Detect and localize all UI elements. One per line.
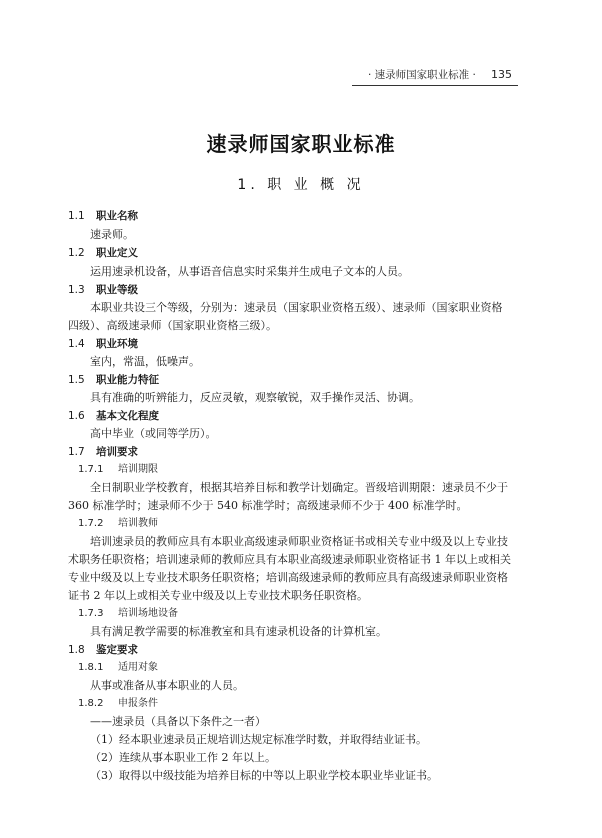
paragraph-1-4: 室内，常温，低噪声。 — [90, 355, 200, 368]
paragraph-1-8-2-intro: ——速录员（具备以下条件之一者） — [90, 715, 266, 728]
heading-number: 1.8 — [68, 644, 85, 656]
heading-1-4 — [68, 336, 138, 352]
heading-label: 培训要求 — [96, 446, 138, 458]
heading-number: 1.7.2 — [78, 518, 104, 529]
paragraph-1-1: 速录师。 — [90, 228, 134, 241]
paragraph-1-7-2-line-2: 术职务任职资格；培训速录师的教师应具有本职业高级速录师职业资格证书 1 年以上或相关 — [68, 553, 511, 566]
heading-1-8-2 — [78, 696, 158, 712]
heading-1-8-1 — [78, 660, 158, 676]
heading-number: 1.5 — [68, 374, 85, 386]
paragraph-1-3-line-2: 四级）、高级速录师（国家职业资格三级）。 — [68, 319, 277, 332]
paragraph-1-7-2-line-4: 证书 2 年以上或相关专业中级及以上专业技术职务任职资格。 — [68, 589, 368, 602]
paragraph-1-7-3: 具有满足教学需要的标准教室和具有速录机设备的计算机室。 — [90, 625, 387, 638]
list-item-3: （3）取得以中级技能为培养目标的中等以上职业学校本职业毕业证书。 — [90, 769, 438, 782]
heading-1-6 — [68, 408, 159, 424]
heading-1-7-3 — [78, 606, 178, 622]
heading-1-7-1 — [78, 462, 158, 478]
heading-1-5 — [68, 372, 159, 388]
paragraph-1-7-2-line-3: 专业中级及以上专业技术职务任职资格；培训高级速录师的教师应具有高级速录师职业资格 — [68, 571, 508, 584]
heading-1-8 — [68, 642, 138, 658]
heading-1-7-2 — [78, 516, 158, 532]
heading-label: 培训期限 — [118, 464, 158, 475]
heading-label: 职业名称 — [96, 210, 138, 222]
paragraph-1-7-1-line-2: 360 标准学时；速录师不少于 540 标准学时；高级速录师不少于 400 标准学时。 — [68, 499, 468, 512]
heading-label: 基本文化程度 — [96, 410, 159, 422]
list-item-2: （2）连续从事本职业工作 2 年以上。 — [90, 751, 276, 764]
heading-number: 1.4 — [68, 338, 85, 350]
heading-1-2 — [68, 245, 138, 261]
heading-1-7 — [68, 444, 138, 460]
paragraph-1-8-1: 从事或准备从事本职业的人员。 — [90, 679, 244, 692]
heading-number: 1.2 — [68, 247, 85, 259]
document-title: 速录师国家职业标准 — [206, 132, 396, 156]
paragraph-1-7-1-line-1: 全日制职业学校教育，根据其培养目标和教学计划确定。晋级培训期限：速录员不少于 — [90, 481, 508, 494]
paragraph-1-7-2-line-1: 培训速录员的教师应具有本职业高级速录师职业资格证书或相关专业中级及以上专业技 — [90, 535, 508, 548]
running-header — [352, 68, 518, 86]
heading-label: 职业环境 — [96, 338, 138, 350]
heading-label: 鉴定要求 — [96, 644, 138, 656]
heading-number: 1.8.2 — [78, 698, 104, 709]
paragraph-1-6: 高中毕业（或同等学历）。 — [90, 427, 217, 440]
heading-number: 1.1 — [68, 210, 85, 222]
paragraph-1-3-line-1: 本职业共设三个等级，分别为：速录员（国家职业资格五级）、速录师（国家职业资格 — [90, 301, 503, 314]
running-header-title: · 速录师国家职业标准 · — [368, 69, 476, 81]
paragraph-1-5: 具有准确的听辨能力，反应灵敏，观察敏锐，双手操作灵活、协调。 — [90, 391, 420, 404]
paragraph-1-2: 运用速录机设备，从事语音信息实时采集并生成电子文本的人员。 — [90, 265, 409, 278]
section-title: 1. 职 业 概 况 — [237, 177, 365, 193]
heading-number: 1.7.1 — [78, 464, 104, 475]
heading-number: 1.7.3 — [78, 608, 104, 619]
heading-number: 1.8.1 — [78, 662, 104, 673]
heading-number: 1.3 — [68, 284, 85, 296]
heading-label: 职业能力特征 — [96, 374, 159, 386]
heading-label: 适用对象 — [118, 662, 158, 673]
heading-label: 职业等级 — [96, 284, 138, 296]
heading-label: 申报条件 — [118, 698, 158, 709]
heading-number: 1.6 — [68, 410, 85, 422]
heading-label: 职业定义 — [96, 247, 138, 259]
heading-label: 培训教师 — [118, 518, 158, 529]
heading-label: 培训场地设备 — [118, 608, 178, 619]
page-number: 135 — [491, 68, 512, 81]
heading-1-3 — [68, 282, 138, 298]
list-item-1: （1）经本职业速录员正规培训达规定标准学时数，并取得结业证书。 — [90, 733, 427, 746]
heading-number: 1.7 — [68, 446, 85, 458]
heading-1-1 — [68, 208, 138, 224]
